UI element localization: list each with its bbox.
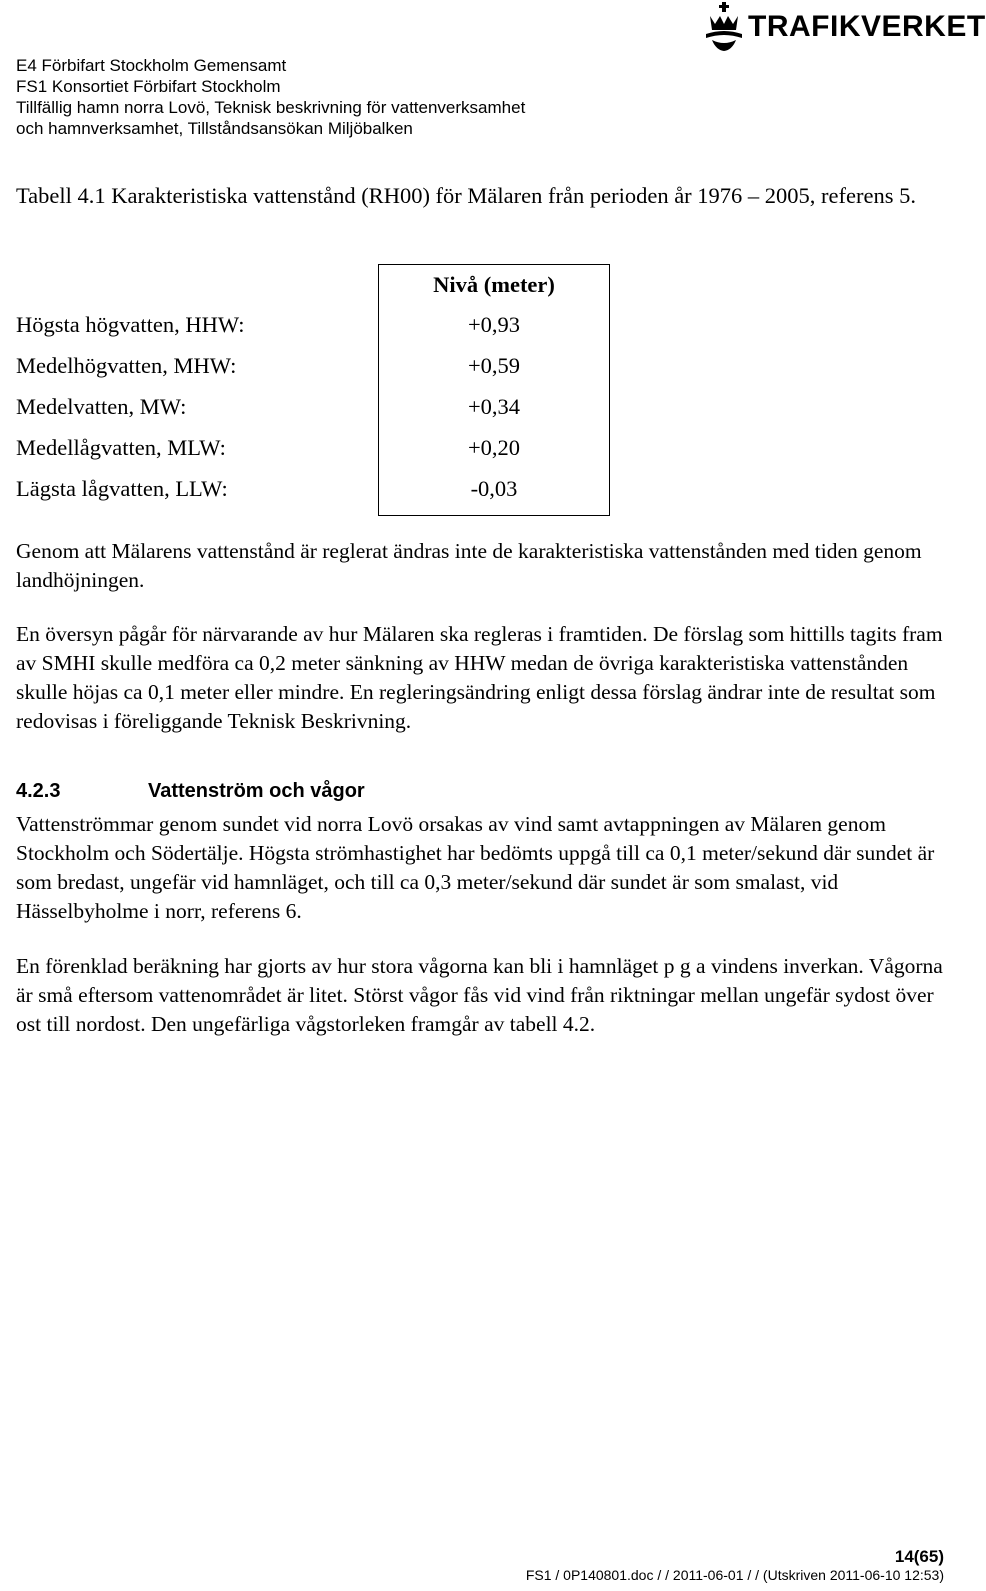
trafikverket-logo bbox=[702, 0, 986, 52]
level-value: +0,34 bbox=[467, 394, 521, 419]
level-label: Medelhögvatten, MHW: bbox=[16, 353, 237, 378]
paragraph-currents: Vattenströmmar genom sundet vid norra Lovö orsakas av vind samt avtappningen av Mälaren genom Stockholm och Södertälje. Högsta strömhastighet har bedömts uppgå till ca 0,1 meter/sekund där sundet är som bredast, ungefär vid hamnläget, och till ca 0,3 meter/sekund där sundet är som smalast, vid Hässelbyholme i norr, referens 6. bbox=[16, 812, 935, 923]
level-value: +0,20 bbox=[467, 435, 521, 460]
level-label: Högsta högvatten, HHW: bbox=[16, 312, 245, 337]
level-value: +0,59 bbox=[467, 353, 521, 378]
footer-doc-info: FS1 / 0P140801.doc / / 2011-06-01 / / (Utskriven 2011-06-10 12:53) bbox=[525, 1567, 944, 1583]
level-value: +0,93 bbox=[467, 312, 521, 337]
table-row bbox=[16, 312, 616, 342]
header-line: E4 Förbifart Stockholm Gemensamt bbox=[16, 56, 287, 75]
table-row bbox=[16, 476, 616, 506]
table-caption: Tabell 4.1 Karakteristiska vattenstånd (RH00) för Mälaren från perioden år 1976 – 2005, referens 5. bbox=[16, 183, 916, 208]
section-title: Vattenström och vågor bbox=[148, 780, 365, 802]
header-line: Tillfällig hamn norra Lovö, Teknisk beskrivning för vattenverksamhet bbox=[16, 98, 526, 117]
page-number: 14(65) bbox=[894, 1547, 944, 1566]
document-header bbox=[16, 55, 525, 139]
paragraph-waves: En förenklad beräkning har gjorts av hur stora vågorna kan bli i hamnläget p g a vindens inverkan. Vågorna är små eftersom vattenområdet är litet. Störst vågor fås vid vind från riktningar mellan ungefär sydost över ost till nordost. Den ungefärliga vågstorleken framgår av tabell 4.2. bbox=[16, 954, 943, 1036]
level-label: Lägsta lågvatten, LLW: bbox=[16, 476, 228, 501]
table-row bbox=[16, 435, 616, 465]
header-line: och hamnverksamhet, Tillståndsansökan Miljöbalken bbox=[16, 119, 413, 138]
level-label: Medelvatten, MW: bbox=[16, 394, 187, 419]
paragraph-review: En översyn pågår för närvarande av hur Mälaren ska regleras i framtiden. De förslag som hittills tagits fram av SMHI skulle medföra ca 0,2 meter sänkning av HHW medan de övriga karakteristiska vattenstånden skulle höjas ca 0,1 meter eller mindre. En regleringsändring enligt dessa förslag ändrar inte de resultat som redovisas i föreliggande Teknisk Beskrivning. bbox=[16, 622, 943, 733]
table-row bbox=[16, 394, 616, 424]
section-number: 4.2.3 bbox=[16, 780, 61, 802]
section-heading bbox=[16, 780, 365, 803]
header-line: FS1 Konsortiet Förbifart Stockholm bbox=[16, 77, 281, 96]
levels-column-header: Nivå (meter) bbox=[433, 272, 555, 297]
level-label: Medellågvatten, MLW: bbox=[16, 435, 226, 460]
table-row bbox=[16, 353, 616, 383]
paragraph-regulation: Genom att Mälarens vattenstånd är reglerat ändras inte de karakteristiska vattenstånden med tiden genom landhöjningen. bbox=[16, 539, 922, 592]
logo-wordmark: TRAFIKVERKET bbox=[748, 10, 986, 43]
level-value: -0,03 bbox=[470, 476, 518, 501]
crown-emblem-icon bbox=[702, 2, 746, 52]
